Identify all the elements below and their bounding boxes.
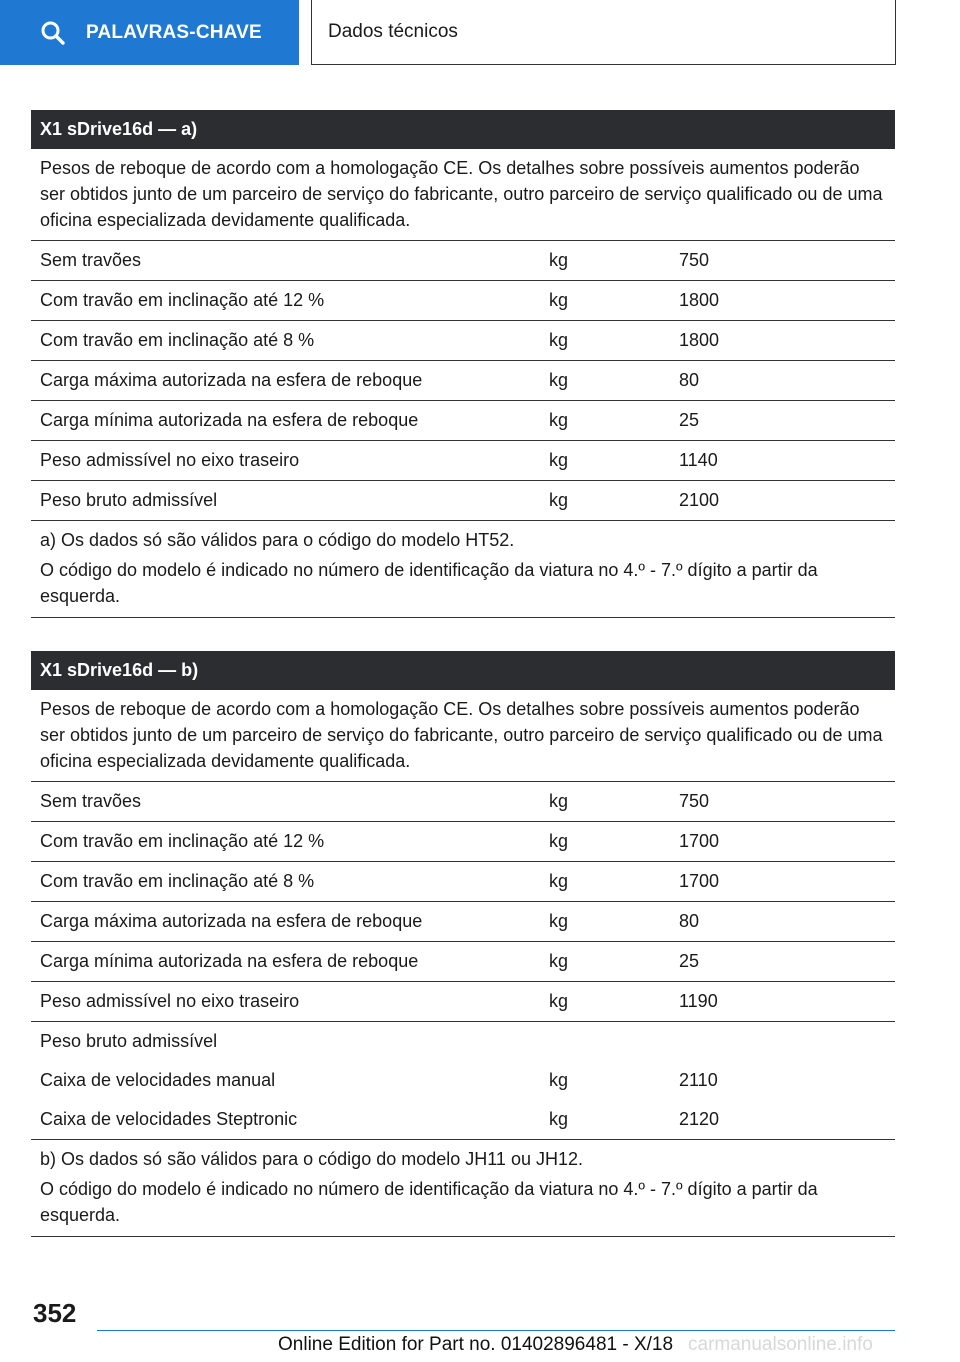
table-intro: Pesos de reboque de acordo com a homologação CE. Os detalhes sobre possíveis aumentos poderão ser obtidos junto de um parceiro de serviço do fabricante, outro parceiro de serviço qualificado ou de uma oficina especializada devidamente qualificada. (31, 690, 895, 782)
footnote-line: O código do modelo é indicado no número de identificação da viatura no 4.º - 7.º dígito a partir da esquerda. (40, 1179, 818, 1225)
keywords-label: PALAVRAS-CHAVE (86, 21, 262, 43)
row-unit: kg (549, 991, 569, 1011)
table-row (31, 321, 895, 361)
row-label: Peso bruto admissível (40, 490, 218, 510)
table-row (31, 942, 895, 982)
section-title-tab[interactable] (311, 0, 896, 65)
footnote-line: b) Os dados só são válidos para o código do modelo JH11 ou JH12. (40, 1149, 583, 1169)
content (31, 110, 895, 1270)
row-value: 2100 (679, 490, 720, 510)
row-value: 25 (679, 951, 700, 971)
table-row (31, 441, 895, 481)
table-footnote (31, 1140, 895, 1237)
footnote-line: a) Os dados só são válidos para o código do modelo HT52. (40, 530, 515, 550)
row-unit: kg (549, 1070, 569, 1090)
table-row (31, 281, 895, 321)
row-value: 1800 (679, 290, 720, 310)
edition-text: Online Edition for Part no. 01402896481 - X/18 (278, 1334, 674, 1355)
row-value: 1700 (679, 831, 720, 851)
row-label: Com travão em inclinação até 12 % (40, 290, 325, 310)
row-label: Carga máxima autorizada na esfera de reboque (40, 911, 423, 931)
row-unit: kg (549, 450, 569, 470)
table-row (31, 782, 895, 822)
row-label: Sem travões (40, 791, 142, 811)
row-unit: kg (549, 330, 569, 350)
row-unit: kg (549, 410, 569, 430)
watermark: carmanualsonline.info (688, 1334, 873, 1355)
table-footnote (31, 521, 895, 618)
row-value: 25 (679, 410, 700, 430)
row-label: Peso admissível no eixo traseiro (40, 991, 300, 1011)
row-label: Carga mínima autorizada na esfera de reboque (40, 951, 419, 971)
table-row (31, 862, 895, 902)
row-unit: kg (549, 791, 569, 811)
table-intro: Pesos de reboque de acordo com a homologação CE. Os detalhes sobre possíveis aumentos poderão ser obtidos junto de um parceiro de serviço do fabricante, outro parceiro de serviço qualificado ou de uma oficina especializada devidamente qualificada. (31, 149, 895, 241)
footer-divider (97, 1330, 895, 1331)
row-unit: kg (549, 951, 569, 971)
group-label: Peso bruto admissível (40, 1031, 218, 1051)
table-row (31, 1061, 895, 1100)
row-unit: kg (549, 1109, 569, 1129)
row-value: 750 (679, 250, 710, 270)
row-value: 1700 (679, 871, 720, 891)
table-title: X1 sDrive16d — a) (31, 110, 895, 149)
row-label: Peso admissível no eixo traseiro (40, 450, 300, 470)
row-unit: kg (549, 370, 569, 390)
table-row (31, 481, 895, 521)
row-unit: kg (549, 290, 569, 310)
row-unit: kg (549, 250, 569, 270)
table-row (31, 822, 895, 862)
spec-table-b (31, 651, 895, 1237)
page-number: 352 (33, 1298, 77, 1328)
row-unit: kg (549, 831, 569, 851)
row-unit: kg (549, 871, 569, 891)
row-value: 80 (679, 911, 700, 931)
row-unit: kg (549, 490, 569, 510)
row-value: 80 (679, 370, 700, 390)
table-row (31, 1100, 895, 1140)
table-row (31, 902, 895, 942)
spec-table-a (31, 110, 895, 618)
search-icon (40, 20, 66, 46)
table-row (31, 241, 895, 281)
row-label: Carga mínima autorizada na esfera de reboque (40, 410, 419, 430)
row-label: Caixa de velocidades manual (40, 1070, 276, 1090)
row-label: Com travão em inclinação até 8 % (40, 871, 315, 891)
row-label: Com travão em inclinação até 8 % (40, 330, 315, 350)
row-value: 2110 (679, 1070, 718, 1090)
row-value: 1190 (679, 991, 718, 1011)
row-label: Sem travões (40, 250, 142, 270)
row-value: 1140 (679, 450, 718, 470)
row-label: Caixa de velocidades Steptronic (40, 1109, 298, 1129)
row-unit: kg (549, 911, 569, 931)
section-title: Dados técnicos (328, 21, 458, 42)
row-value: 2120 (679, 1109, 720, 1129)
table-row (31, 982, 895, 1022)
row-label: Carga máxima autorizada na esfera de reboque (40, 370, 423, 390)
footnote-line: O código do modelo é indicado no número de identificação da viatura no 4.º - 7.º dígito a partir da esquerda. (40, 560, 818, 606)
row-value: 1800 (679, 330, 720, 350)
table-row (31, 361, 895, 401)
row-label: Com travão em inclinação até 12 % (40, 831, 325, 851)
table-row (31, 401, 895, 441)
table-group-row (31, 1022, 895, 1061)
row-value: 750 (679, 791, 710, 811)
table-title: X1 sDrive16d — b) (31, 651, 895, 690)
keywords-button[interactable] (0, 0, 299, 65)
